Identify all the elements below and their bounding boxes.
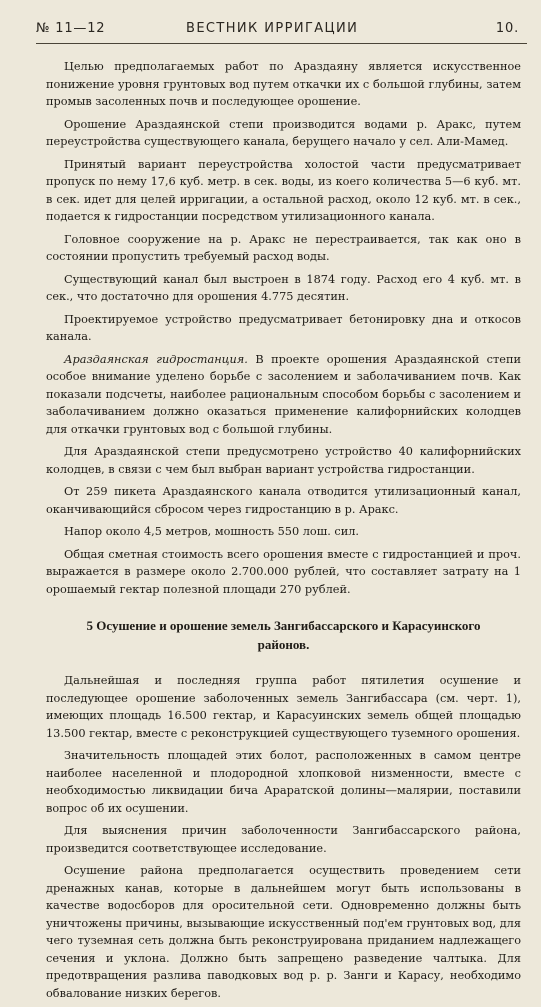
section-heading-line: районов.	[257, 637, 310, 652]
run-in-heading: Араздаянская гидростанция.	[64, 352, 248, 366]
paragraph: Значительность площадей этих болот, расположенных в самом центре наиболее населенной и плодородной хлопковой низменности, вместе с необходимостью ликвидации бича Араратской долины—малярии, поставили вопрос об их осушении.	[46, 749, 521, 815]
paragraph: Для выяснения причин заболоченности Зангибассарского района, произведится соответствующее исследование.	[46, 824, 521, 855]
paragraph: Принятый вариант переустройства холостой части предусматривает пропуск по нему 17,6 куб. метр. в сек. воды, из коего количества 5—6 куб. мт. в сек. идет для целей ирригации, а остальной расход, около 12 куб. мт. в сек., подается к гидростанции посредством утилизационного канала.	[46, 157, 521, 223]
paragraph: Осушение района предполагается осуществить проведением сети дренажных канав, которые в дальнейшем могут быть использованы в качестве водосборов для оросительной сети. Одновременно должны быть уничтожены причины, вызывающие искусственный под'ем грунтовых вод, для чего туземная сеть должна быть реконструирована приданием надлежащего сечения и уклона. Должно быть запрещено разведение чалтыка. Для предотвращения разлива паводковых вод р. р. Занги и Карасу, необходимо обвалование низких берегов.	[46, 864, 521, 1000]
paragraph: Целью предполагаемых работ по Араздаяну является искусственное понижение уровня грунтовых вод путем откачки их с большой глубины, затем промыв засоленных почв и последующее орошение.	[46, 60, 521, 108]
paragraph: Головное сооружение на р. Аракс не перестраивается, так как оно в состоянии пропустить требуемый расход воды.	[46, 232, 521, 263]
issue-number: № 11—12	[36, 21, 106, 36]
page-number: 10.	[495, 21, 519, 36]
paragraph: Проектируемое устройство предусматривает бетонировку дна и откосов канала.	[46, 312, 521, 343]
section-heading	[46, 616, 521, 654]
section-heading-line: 5 Осушение и орошение земель Зангибассарского и Карасуинского	[86, 618, 481, 633]
paragraph-text: В проекте орошения Араздаянской степи особое внимание уделено борьбе с засолением и заболачиванием почв. Как показали подсчеты, наиболее рациональным способом борьбы с засолением и заболачиванием должно оказаться применение калифорнийских колодцев для откачки грунтовых вод с большой глубины.	[46, 352, 522, 436]
paragraph: Напор около 4,5 метров, мошность 550 лош. сил.	[64, 525, 360, 538]
paragraph: Общая сметная стоимость всего орошения вместе с гидростанцией и проч. выражается в размере около 2.700.000 рублей, что составляет затрату на 1 орошаемый гектар полезной площади 270 рублей.	[46, 547, 521, 596]
paragraph: Орошение Араздаянской степи производится водами р. Аракс, путем переустройства существующего канала, берущего начало у сел. Али-Мамед.	[46, 117, 521, 148]
paragraph: Для Араздаянской степи предусмотрено устройство 40 калифорнийских колодцев, в связи с чем был выбран вариант устройства гидростанции.	[46, 445, 521, 476]
paragraph: От 259 пикета Араздаянского канала отводится утилизационный канал, оканчивающийся сбросом через гидростанцию в р. Аракс.	[46, 485, 521, 516]
header-rule	[36, 43, 527, 44]
paragraph: Дальнейшая и последняя группа работ пятилетия осушение и последующее орошение заболоченных земель Зангибассара (см. черт. 1), имеющих площадь 16.500 гектар, и Карасуинских земель общей площадью 13.500 гектар, вместе с реконструкцией существующего туземного орошения.	[46, 674, 521, 740]
journal-title: ВЕСТНИК ИРРИГАЦИИ	[186, 21, 359, 36]
paragraph: Существующий канал был выстроен в 1874 году. Расход его 4 куб. мт. в сек., что достаточно для орошения 4.775 десятин.	[46, 272, 521, 303]
running-header	[36, 18, 527, 42]
body-text	[46, 58, 521, 1007]
paragraph-hydrostation	[46, 351, 521, 439]
